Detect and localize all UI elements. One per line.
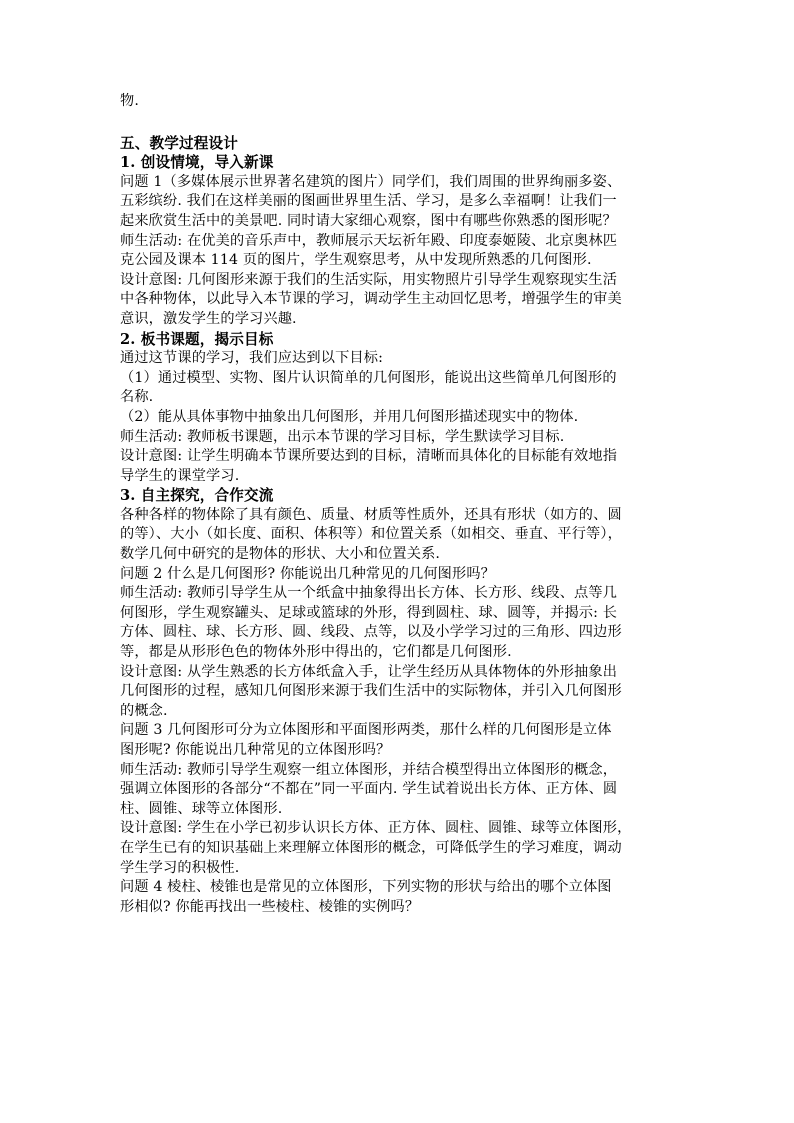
text-line: 设计意图: 学生在小学已初步认识长方体、正方体、圆柱、圆锥、球等立体图形， <box>120 820 632 837</box>
text-line: 师生活动: 教师引导学生从一个纸盒中抽象得出长方体、长方形、线段、点等几 <box>120 585 618 602</box>
text-line: 通过这节课的学习，我们应达到以下目标: <box>120 350 384 367</box>
text-line: 各种各样的物体除了具有颜色、质量、材质等性质外，还具有形状（如方的、圆 <box>120 506 622 523</box>
text-line: 何图形，学生观察罐头、足球或篮球的外形，得到圆柱、球、圆等，并揭示: 长 <box>120 604 618 621</box>
subsection-heading: 1. 创设情境，导入新课 <box>120 154 274 172</box>
subsection-heading: 2. 板书课题，揭示目标 <box>120 330 274 348</box>
text-line: 柱、圆锥、球等立体图形. <box>120 800 283 817</box>
text-line: 起来欣赏生活中的美景吧. 同时请大家细心观察，图中有哪些你熟悉的图形呢？ <box>120 212 617 229</box>
text-line: 师生活动: 在优美的音乐声中，教师展示天坛祈年殿、印度泰姬陵、北京奥林匹 <box>120 232 618 249</box>
blank-line <box>120 112 676 134</box>
subsection-heading: 3. 自主探究，合作交流 <box>120 487 274 505</box>
text-line: 方体、圆柱、球、长方形、圆、线段、点等，以及小学学习过的三角形、四边形 <box>120 624 622 641</box>
text-line: 在学生已有的知识基础上来理解立体图形的概念，可降低学生的学习难度，调动 <box>120 839 622 856</box>
text-line: 物. <box>120 93 139 109</box>
text-line: 五彩缤纷. 我们在这样美丽的图画世界里生活、学习，是多么幸福啊！让我们一 <box>120 193 617 210</box>
text-line: 师生活动: 教师引导学生观察一组立体图形，并结合模型得出立体图形的概念， <box>120 761 618 778</box>
document-page <box>120 92 676 917</box>
text-line: 的等）、大小（如长度、面积、体积等）和位置关系（如相交、垂直、平行等）， <box>120 526 622 543</box>
text-line: （2）能从具体事物中抽象出几何图形，并用几何图形描述现实中的物体. <box>120 408 579 425</box>
section-heading: 五、教学过程设计 <box>120 134 238 152</box>
text-line: 数学几何中研究的是物体的形状、大小和位置关系. <box>120 546 441 563</box>
text-line: 名称. <box>120 389 154 406</box>
text-line: 意识，激发学生的学习兴趣. <box>120 310 297 327</box>
text-line: 等，都是从形形色色的物体外形中得出的，它们都是几何图形. <box>120 644 512 661</box>
text-line: 设计意图: 从学生熟悉的长方体纸盒入手，让学生经历从具体物体的外形抽象出 <box>120 663 618 680</box>
text-line: 问题 4 棱柱、棱锥也是常见的立体图形，下列实物的形状与给出的哪个立体图 <box>120 879 612 896</box>
text-line: 设计意图: 让学生明确本节课所要达到的目标，清晰而具体化的目标能有效地指 <box>120 448 618 465</box>
text-line: 导学生的课堂学习. <box>120 467 240 484</box>
text-line: 问题 3 几何图形可分为立体图形和平面图形两类，那什么样的几何图形是立体 <box>120 722 612 739</box>
text-line: 克公园及课本 114 页的图片，学生观察思考，从中发现所熟悉的几何图形. <box>120 252 592 269</box>
text-line: 图形呢? 你能说出几种常见的立体图形吗？ <box>120 742 391 758</box>
text-line: 的概念. <box>120 702 168 719</box>
text-line: 中各种物体，以此导入本节课的学习，调动学生主动回忆思考，增强学生的审美 <box>120 291 622 308</box>
text-line: 问题 1（多媒体展示世界著名建筑的图片）同学们，我们周围的世界绚丽多姿、 <box>120 173 622 190</box>
text-line: （1）通过模型、实物、图片认识简单的几何图形，能说出这些简单几何图形的 <box>120 369 617 386</box>
text-line: 设计意图: 几何图形来源于我们的生活实际，用实物照片引导学生观察现实生活 <box>120 271 618 288</box>
text-line: 学生学习的积极性. <box>120 859 240 876</box>
text-line: 问题 2 什么是几何图形? 你能说出几种常见的几何图形吗？ <box>120 565 496 582</box>
text-line: 师生活动: 教师板书课题，出示本节课的学习目标，学生默读学习目标. <box>120 428 565 445</box>
text-line: 强调立体图形的各部分“不都在”同一平面内. 学生试着说出长方体、正方体、圆 <box>120 781 618 798</box>
text-line: 几何图形的过程，感知几何图形来源于我们生活中的实际物体，并引入几何图形 <box>120 683 622 700</box>
text-line: 形相似? 你能再找出一些棱柱、棱锥的实例吗？ <box>120 898 420 915</box>
